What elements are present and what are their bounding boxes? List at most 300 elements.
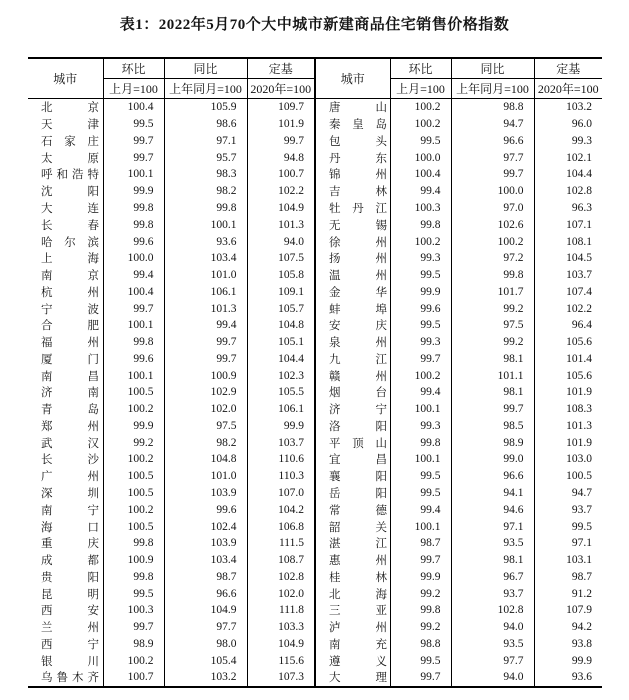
header-mom-right: 环比	[390, 58, 451, 79]
yoy-value: 97.5	[451, 317, 534, 334]
yoy-value: 97.1	[451, 518, 534, 535]
mom-value: 100.2	[390, 116, 451, 133]
mom-value: 100.3	[103, 602, 164, 619]
mom-value: 99.5	[390, 468, 451, 485]
fixed-value: 99.7	[247, 133, 315, 150]
fixed-value: 93.8	[534, 636, 602, 653]
table-row	[28, 418, 602, 435]
city-name: 兰州	[41, 622, 99, 635]
table-row	[28, 401, 602, 418]
table-header	[28, 58, 602, 99]
mom-value: 100.2	[390, 367, 451, 384]
city-name: 桂林	[329, 571, 387, 584]
city-cell	[28, 501, 103, 518]
city-cell	[28, 166, 103, 183]
mom-value: 98.7	[390, 535, 451, 552]
city-cell	[315, 552, 390, 569]
table-row	[28, 233, 602, 250]
header-fixed-base-right: 2020年=100	[534, 79, 602, 99]
city-cell	[28, 451, 103, 468]
yoy-value: 97.2	[451, 250, 534, 267]
city-name: 武汉	[41, 437, 99, 450]
city-cell	[315, 434, 390, 451]
yoy-value: 103.4	[164, 250, 247, 267]
fixed-value: 106.1	[247, 401, 315, 418]
mom-value: 99.6	[103, 350, 164, 367]
table-row	[28, 350, 602, 367]
city-name: 湛江	[329, 538, 387, 551]
yoy-value: 94.6	[451, 501, 534, 518]
yoy-value: 98.5	[451, 418, 534, 435]
mom-value: 100.4	[390, 166, 451, 183]
fixed-value: 108.3	[534, 401, 602, 418]
yoy-value: 101.3	[164, 300, 247, 317]
fixed-value: 104.2	[247, 501, 315, 518]
yoy-value: 99.7	[164, 334, 247, 351]
yoy-value: 93.6	[164, 233, 247, 250]
yoy-value: 93.5	[451, 636, 534, 653]
fixed-value: 103.7	[534, 267, 602, 284]
mom-value: 100.1	[103, 367, 164, 384]
yoy-value: 98.2	[164, 183, 247, 200]
city-cell	[28, 250, 103, 267]
yoy-value: 94.1	[451, 485, 534, 502]
city-name: 吉林	[329, 186, 387, 199]
header-mom-left: 环比	[103, 58, 164, 79]
table-row	[28, 652, 602, 669]
fixed-value: 99.5	[534, 518, 602, 535]
yoy-value: 103.9	[164, 535, 247, 552]
fixed-value: 104.4	[534, 166, 602, 183]
yoy-value: 98.3	[164, 166, 247, 183]
mom-value: 99.8	[103, 568, 164, 585]
fixed-value: 105.6	[534, 334, 602, 351]
table-row	[28, 267, 602, 284]
header-mom-base-right: 上月=100	[390, 79, 451, 99]
table-row	[28, 300, 602, 317]
table-row	[28, 451, 602, 468]
mom-value: 99.7	[103, 619, 164, 636]
table-row	[28, 585, 602, 602]
table-row	[28, 317, 602, 334]
yoy-value: 100.9	[164, 367, 247, 384]
city-name: 平顶山	[329, 437, 387, 450]
header-yoy-base-left: 上年同月=100	[164, 79, 247, 99]
yoy-value: 101.1	[451, 367, 534, 384]
city-cell	[315, 518, 390, 535]
city-name: 金华	[329, 286, 387, 299]
fixed-value: 110.3	[247, 468, 315, 485]
mom-value: 99.6	[390, 300, 451, 317]
city-cell	[28, 99, 103, 116]
city-name: 青岛	[41, 404, 99, 417]
city-cell	[28, 468, 103, 485]
mom-value: 100.5	[103, 468, 164, 485]
yoy-value: 105.9	[164, 99, 247, 116]
yoy-value: 104.8	[164, 451, 247, 468]
city-cell	[28, 116, 103, 133]
city-cell	[28, 300, 103, 317]
fixed-value: 102.8	[247, 568, 315, 585]
yoy-value: 98.1	[451, 350, 534, 367]
city-name: 徐州	[329, 236, 387, 249]
table-row	[28, 216, 602, 233]
city-cell	[315, 200, 390, 217]
mom-value: 99.7	[390, 669, 451, 687]
fixed-value: 102.1	[534, 149, 602, 166]
mom-value: 100.9	[103, 552, 164, 569]
city-cell	[315, 568, 390, 585]
fixed-value: 107.0	[247, 485, 315, 502]
city-cell	[315, 133, 390, 150]
yoy-value: 96.7	[451, 568, 534, 585]
table-row	[28, 468, 602, 485]
city-name: 福州	[41, 337, 99, 350]
fixed-value: 104.9	[247, 200, 315, 217]
city-name: 呼和浩特	[41, 169, 99, 182]
city-name: 杭州	[41, 286, 99, 299]
city-cell	[28, 283, 103, 300]
city-cell	[315, 384, 390, 401]
city-cell	[28, 535, 103, 552]
fixed-value: 105.1	[247, 334, 315, 351]
fixed-value: 111.8	[247, 602, 315, 619]
yoy-value: 99.8	[451, 267, 534, 284]
table-row	[28, 434, 602, 451]
yoy-value: 99.8	[164, 200, 247, 217]
table-row	[28, 250, 602, 267]
table-row	[28, 602, 602, 619]
fixed-value: 111.5	[247, 535, 315, 552]
city-name: 乌鲁木齐	[41, 672, 99, 685]
table-row	[28, 535, 602, 552]
mom-value: 100.0	[103, 250, 164, 267]
city-name: 赣州	[329, 370, 387, 383]
fixed-value: 110.6	[247, 451, 315, 468]
city-cell	[28, 133, 103, 150]
city-cell	[315, 183, 390, 200]
fixed-value: 93.7	[534, 501, 602, 518]
yoy-value: 104.9	[164, 602, 247, 619]
mom-value: 99.7	[390, 552, 451, 569]
mom-value: 99.3	[390, 250, 451, 267]
mom-value: 100.0	[390, 149, 451, 166]
mom-value: 100.7	[103, 669, 164, 687]
city-name: 泸州	[329, 622, 387, 635]
fixed-value: 94.7	[534, 485, 602, 502]
fixed-value: 94.8	[247, 149, 315, 166]
yoy-value: 94.7	[451, 116, 534, 133]
table-row	[28, 133, 602, 150]
city-name: 南宁	[41, 504, 99, 517]
city-name: 郑州	[41, 420, 99, 433]
city-cell	[315, 149, 390, 166]
city-name: 宁波	[41, 303, 99, 316]
mom-value: 99.4	[390, 183, 451, 200]
city-cell	[315, 501, 390, 518]
mom-value: 100.4	[103, 283, 164, 300]
fixed-value: 94.2	[534, 619, 602, 636]
city-name: 济宁	[329, 404, 387, 417]
city-name: 扬州	[329, 253, 387, 266]
city-cell	[315, 535, 390, 552]
city-name: 温州	[329, 270, 387, 283]
city-name: 常德	[329, 504, 387, 517]
yoy-value: 99.2	[451, 334, 534, 351]
mom-value: 99.9	[390, 568, 451, 585]
fixed-value: 99.9	[247, 418, 315, 435]
city-cell	[315, 116, 390, 133]
city-cell	[28, 602, 103, 619]
fixed-value: 99.3	[534, 133, 602, 150]
city-cell	[315, 350, 390, 367]
yoy-value: 100.1	[164, 216, 247, 233]
fixed-value: 106.8	[247, 518, 315, 535]
mom-value: 100.3	[390, 200, 451, 217]
fixed-value: 105.5	[247, 384, 315, 401]
yoy-value: 98.9	[451, 434, 534, 451]
table-row	[28, 116, 602, 133]
city-name: 无锡	[329, 219, 387, 232]
mom-value: 99.8	[390, 434, 451, 451]
city-cell	[315, 216, 390, 233]
city-name: 银川	[41, 655, 99, 668]
fixed-value: 101.4	[534, 350, 602, 367]
yoy-value: 94.0	[451, 669, 534, 687]
city-name: 宜昌	[329, 454, 387, 467]
mom-value: 100.1	[390, 401, 451, 418]
table-row	[28, 183, 602, 200]
fixed-value: 98.7	[534, 568, 602, 585]
fixed-value: 107.5	[247, 250, 315, 267]
header-yoy-right: 同比	[451, 58, 534, 79]
table-row	[28, 568, 602, 585]
yoy-value: 99.2	[451, 300, 534, 317]
fixed-value: 104.5	[534, 250, 602, 267]
mom-value: 100.2	[103, 401, 164, 418]
yoy-value: 101.0	[164, 267, 247, 284]
fixed-value: 115.6	[247, 652, 315, 669]
fixed-value: 109.1	[247, 283, 315, 300]
city-name: 广州	[41, 471, 99, 484]
fixed-value: 101.9	[534, 384, 602, 401]
yoy-value: 98.1	[451, 552, 534, 569]
city-cell	[28, 367, 103, 384]
city-cell	[28, 669, 103, 687]
table-row	[28, 334, 602, 351]
city-name: 石家庄	[41, 135, 99, 148]
city-name: 遵义	[329, 655, 387, 668]
city-name: 惠州	[329, 555, 387, 568]
city-name: 厦门	[41, 353, 99, 366]
city-name: 海口	[41, 521, 99, 534]
mom-value: 99.9	[103, 418, 164, 435]
city-name: 西宁	[41, 638, 99, 651]
table-title: 表1：2022年5月70个大中城市新建商品住宅销售价格指数	[119, 17, 510, 33]
fixed-value: 109.7	[247, 99, 315, 116]
mom-value: 99.5	[390, 267, 451, 284]
mom-value: 99.8	[390, 602, 451, 619]
city-cell	[315, 669, 390, 687]
fixed-value: 104.9	[247, 636, 315, 653]
mom-value: 99.2	[390, 619, 451, 636]
mom-value: 100.2	[103, 652, 164, 669]
city-cell	[28, 619, 103, 636]
city-name: 牡丹江	[329, 202, 387, 215]
fixed-value: 103.3	[247, 619, 315, 636]
city-cell	[28, 233, 103, 250]
city-cell	[315, 418, 390, 435]
city-cell	[28, 267, 103, 284]
city-cell	[315, 451, 390, 468]
city-cell	[315, 267, 390, 284]
yoy-value: 98.6	[164, 116, 247, 133]
city-cell	[28, 568, 103, 585]
mom-value: 99.7	[103, 149, 164, 166]
yoy-value: 95.7	[164, 149, 247, 166]
mom-value: 99.5	[390, 652, 451, 669]
fixed-value: 100.5	[534, 468, 602, 485]
city-cell	[315, 99, 390, 116]
city-cell	[28, 216, 103, 233]
mom-value: 99.9	[103, 183, 164, 200]
city-name: 襄阳	[329, 471, 387, 484]
mom-value: 100.4	[103, 99, 164, 116]
city-cell	[315, 619, 390, 636]
city-cell	[315, 283, 390, 300]
city-name: 岳阳	[329, 487, 387, 500]
fixed-value: 101.9	[534, 434, 602, 451]
city-cell	[315, 334, 390, 351]
city-name: 泉州	[329, 337, 387, 350]
yoy-value: 97.7	[451, 149, 534, 166]
city-name: 丹东	[329, 152, 387, 165]
mom-value: 99.3	[390, 334, 451, 351]
yoy-value: 101.7	[451, 283, 534, 300]
city-name: 天津	[41, 119, 99, 132]
fixed-value: 104.8	[247, 317, 315, 334]
city-cell	[28, 149, 103, 166]
mom-value: 100.2	[390, 99, 451, 116]
city-cell	[28, 636, 103, 653]
city-name: 太原	[41, 152, 99, 165]
mom-value: 99.8	[103, 334, 164, 351]
city-cell	[28, 585, 103, 602]
yoy-value: 99.6	[164, 501, 247, 518]
header-fixed-right: 定基	[534, 58, 602, 79]
yoy-value: 97.7	[451, 652, 534, 669]
fixed-value: 108.7	[247, 552, 315, 569]
fixed-value: 102.8	[534, 183, 602, 200]
city-name: 唐山	[329, 102, 387, 115]
city-name: 南昌	[41, 370, 99, 383]
city-cell	[28, 401, 103, 418]
mom-value: 99.5	[390, 485, 451, 502]
fixed-value: 102.3	[247, 367, 315, 384]
fixed-value: 101.3	[247, 216, 315, 233]
mom-value: 99.7	[390, 350, 451, 367]
mom-value: 99.7	[103, 133, 164, 150]
mom-value: 99.2	[103, 434, 164, 451]
mom-value: 99.2	[390, 585, 451, 602]
mom-value: 99.4	[103, 267, 164, 284]
fixed-value: 103.0	[534, 451, 602, 468]
mom-value: 99.9	[390, 283, 451, 300]
yoy-value: 100.0	[451, 183, 534, 200]
city-name: 北京	[41, 102, 99, 115]
yoy-value: 106.1	[164, 283, 247, 300]
yoy-value: 99.0	[451, 451, 534, 468]
yoy-value: 98.2	[164, 434, 247, 451]
yoy-value: 93.5	[451, 535, 534, 552]
mom-value: 99.8	[390, 216, 451, 233]
city-name: 深圳	[41, 487, 99, 500]
city-name: 哈尔滨	[41, 236, 99, 249]
yoy-value: 103.9	[164, 485, 247, 502]
city-cell	[315, 300, 390, 317]
mom-value: 99.5	[390, 133, 451, 150]
city-cell	[28, 485, 103, 502]
yoy-value: 102.4	[164, 518, 247, 535]
city-cell	[315, 401, 390, 418]
header-fixed-base-left: 2020年=100	[247, 79, 315, 99]
mom-value: 98.8	[390, 636, 451, 653]
yoy-value: 98.0	[164, 636, 247, 653]
fixed-value: 105.6	[534, 367, 602, 384]
yoy-value: 96.6	[164, 585, 247, 602]
mom-value: 99.8	[103, 200, 164, 217]
fixed-value: 108.1	[534, 233, 602, 250]
mom-value: 100.5	[103, 518, 164, 535]
city-cell	[28, 552, 103, 569]
table-row	[28, 367, 602, 384]
table-row	[28, 384, 602, 401]
mom-value: 99.7	[103, 300, 164, 317]
yoy-value: 103.4	[164, 552, 247, 569]
city-cell	[28, 384, 103, 401]
city-name: 长春	[41, 219, 99, 232]
yoy-value: 102.6	[451, 216, 534, 233]
yoy-value: 99.4	[164, 317, 247, 334]
city-cell	[315, 317, 390, 334]
city-name: 济南	[41, 387, 99, 400]
city-cell	[315, 468, 390, 485]
city-name: 重庆	[41, 538, 99, 551]
city-name: 合肥	[41, 320, 99, 333]
city-cell	[315, 485, 390, 502]
mom-value: 100.1	[390, 518, 451, 535]
yoy-value: 99.7	[451, 166, 534, 183]
city-name: 锦州	[329, 169, 387, 182]
city-name: 秦皇岛	[329, 119, 387, 132]
yoy-value: 98.7	[164, 568, 247, 585]
city-name: 安庆	[329, 320, 387, 333]
city-cell	[315, 652, 390, 669]
header-yoy-base-right: 上年同月=100	[451, 79, 534, 99]
yoy-value: 97.7	[164, 619, 247, 636]
city-name: 成都	[41, 555, 99, 568]
city-name: 九江	[329, 353, 387, 366]
table-row	[28, 200, 602, 217]
city-name: 大连	[41, 202, 99, 215]
city-cell	[315, 233, 390, 250]
fixed-value: 101.3	[534, 418, 602, 435]
fixed-value: 96.3	[534, 200, 602, 217]
table-row	[28, 552, 602, 569]
yoy-value: 97.0	[451, 200, 534, 217]
header-fixed-left: 定基	[247, 58, 315, 79]
fixed-value: 100.7	[247, 166, 315, 183]
